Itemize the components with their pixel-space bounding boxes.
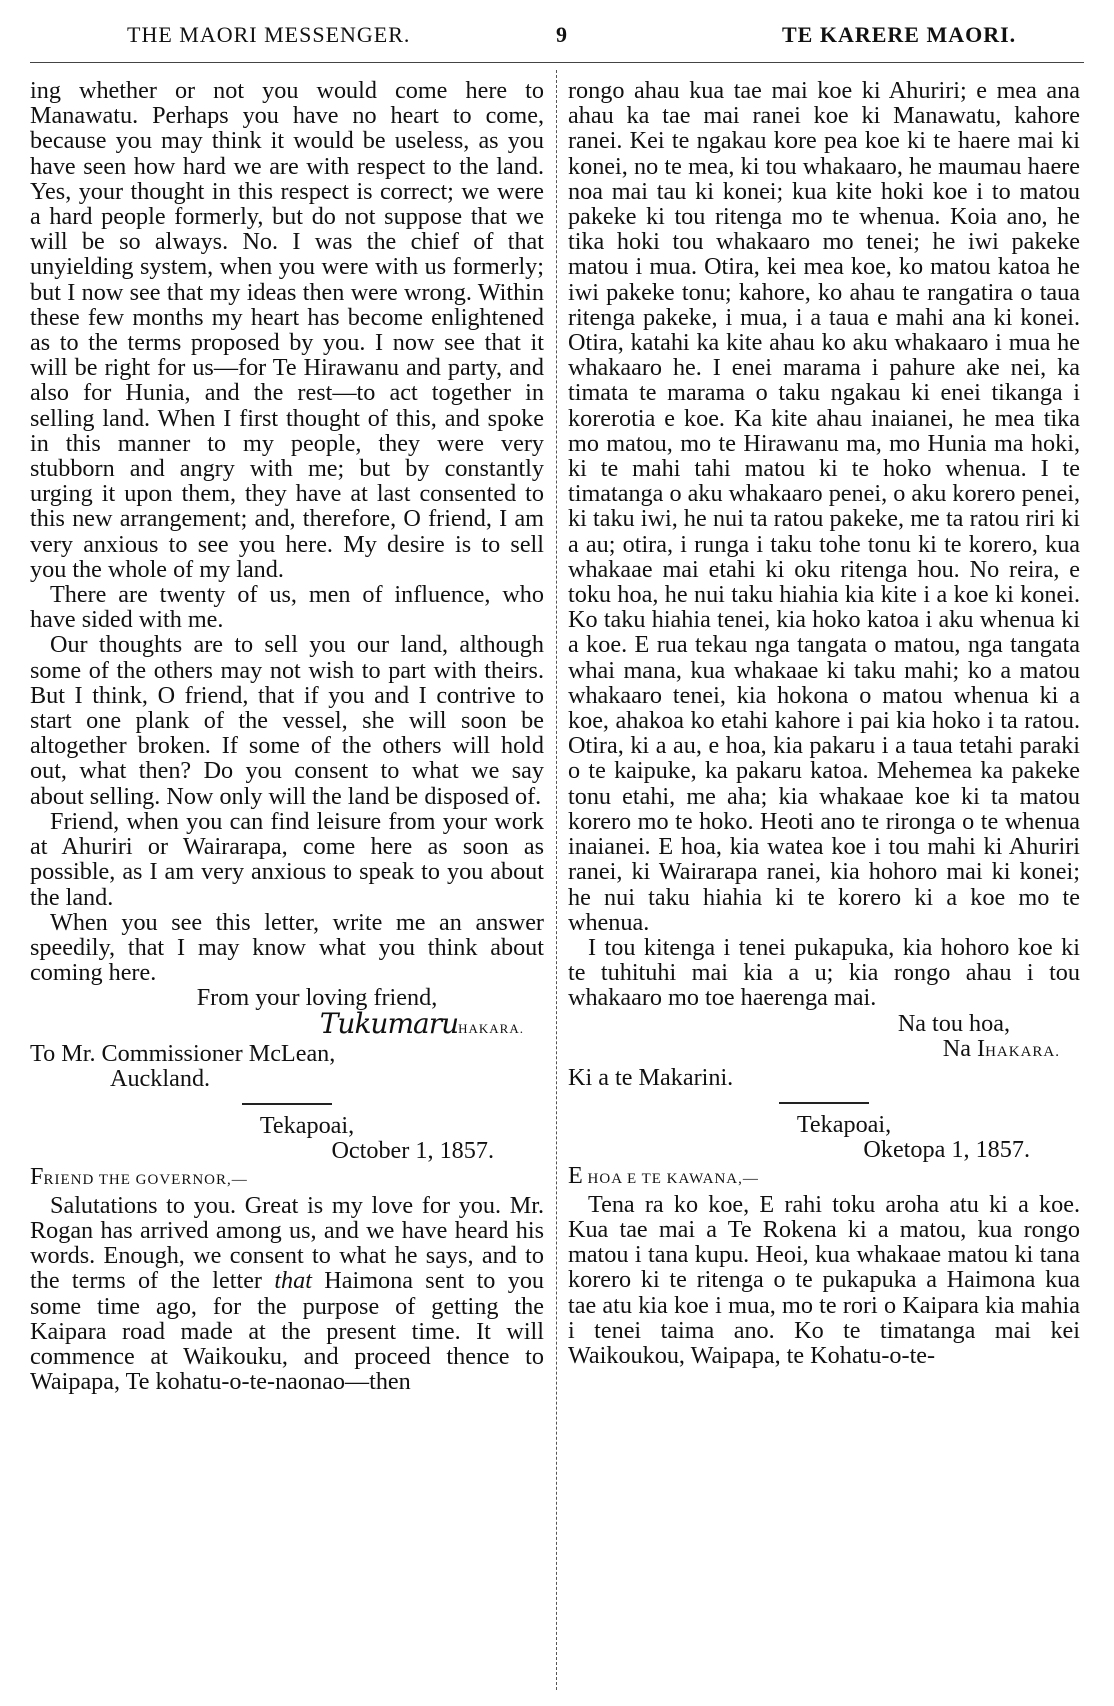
closing-line: Na tou hoa, — [897, 1009, 1010, 1037]
letter-place: Tekapoai, — [796, 1111, 892, 1139]
paragraph: Friend, when you can find leisure from your work at Ahuriri or Wairarapa, come here as soon as possible, as I am very anxious to speak to you about the land. — [30, 807, 544, 911]
column-divider — [556, 70, 557, 1690]
paragraph: Tena ra ko koe, E rahi toku aroha atu ki a koe. Kua tae mai a Te Rokena ki a matou, kua rongo matou i tana kupu. Heoi, kua whakaae matou ki tana korero ki te ritenga o te pukapuka a Haimona kua tae atu kia koe i mua, mo te rori o Kaipara kia mahia i tenei taima ano. Ko te timatanga mai kei Waikoukou, Waipapa, te Kohatu-o-te- — [568, 1190, 1080, 1369]
addressee-city: Auckland. — [110, 1064, 211, 1092]
addressee: Ki a te Makarini. — [568, 1063, 734, 1091]
salutation: FRIEND THE GOVERNOR,— — [30, 1162, 248, 1190]
english-title: THE MAORI MESSENGER. — [127, 22, 411, 47]
signature — [30, 1006, 544, 1041]
salutation: E HOA E TE KAWANA,— — [568, 1161, 759, 1189]
paragraph: rongo ahau kua tae mai koe ki Ahuriri; e mea ana ahau ka tae mai ranei koe ki Manawatu, kahore ranei. Kei te ngakau kore pea koe ki te haere mai ki konei, no te mea, ki tou whakaaro, he maumau haere noa mai tau ki konei; kua kite hoki koe i to matou pakeke ki tou ritenga mo te whenua. Koia ano, he tika hoki tou whakaaro mo tenei; he iwi pakeke matou i mua. Otira, kei mea koe, ko matou katoa he iwi pakeke tonu; kahore, ko ahau te rangatira o taua ritenga pakeke, i mua, i a taua e mahi ana ki konei. Otira, katahi ka kite ahau ko aku whakaaro i mua he whakaaro he. I enei marama i pahure ake nei, ka timata te marama o taku ngakau ki enei tikanga i korerotia e koe. Ka kite ahau inaianei, he mea tika mo matou, mo te Hirawanu ma, mo Hunia ma hoki, ki te mahi tahi matou ki te hoko whenua. I te timatanga o aku whakaaro penei, o aku korero penei, ki taku iwi, he nui ta ratou pakeke, me ta ratou riri ki a au; otira, i runga i taku tohe tonu ki te korero, kua whakaae mai etahi ki oku ritenga hou. No reira, e toku hoa, he nui taku hiahia kia kite i a koe ki konei. Ko taku hiahia tenei, kia hoko katoa i aku whenua ki a koe. E rua tekau nga tangata o matou, nga tangata whai mana, kua whakaae ki taku mahi; ko a matou whakaaro tenei, kia hokona o matou whenua ki a koe, ahakoa ko etahi kahore i pai kia hoko i ta ratou. Otira, ki a au, e hoa, kia pakaru i a taua tetahi paraki o te kaipuke, ka pakaru katoa. Mehemea ka pakeke tonu etahi, me aha; kia whakaae koe ki ta matou korero mo te hoko. Heoti ano te rironga o te whenua inaianei. E hoa, kia watea koe i tou mahi ki Ahuriri ranei, ki Wairarapa ranei, kia hohoro mai ki konei; he nui taku hiahia ki te korero ki a koe mo te whenua. — [568, 77, 1080, 936]
letter-date: October 1, 1857. — [331, 1137, 494, 1165]
maori-title: TE KARERE MAORI. — [782, 22, 1017, 47]
paragraph: When you see this letter, write me an answer speedily, that I may know what you think about coming here. — [30, 908, 544, 987]
section-separator — [242, 1103, 332, 1105]
closing-line: From your loving friend, — [196, 984, 438, 1012]
paragraph: There are twenty of us, men of influence, who have sided with me. — [30, 581, 544, 634]
signature-suffix: HAKARA. — [458, 1020, 524, 1036]
paragraph: ing whether or not you would come here to Manawatu. Perhaps you have no heart to come, because you may think it would be useless, as you have seen how hard we are with respect to the land. Yes, your thought in this respect is correct; we were a hard people formerly, but do not suppose that we will be so always. No. I was the chief of that unyielding system, when you were with us formerly; but I now see that my ideas then were wrong. Within these few months my heart has become enlightened as to the terms proposed by you. I now see that it will be right for us—for Te Hirawanu and party, and also for Hunia, and the rest—to act together in selling land. When I first thought of this, and spoke in this manner to my people, they were very stubborn and angry with me; but by constantly urging it upon them, they have at last consented to this new arrangement; and, therefore, O friend, I am very anxious to see you here. My desire is to sell you the whole of my land. — [30, 77, 544, 583]
paragraph: Our thoughts are to sell you our land, although some of the others may not wish to part with theirs. But I think, O friend, that if you and I contrive to start one plank of the vessel, she will soon be altogether broken. If some of the others will hold out, what then? Do you consent to what we say about selling. Now only will the land be disposed of. — [30, 631, 544, 810]
section-separator — [779, 1102, 869, 1104]
handwritten-signature: Tukumaru — [319, 1006, 459, 1040]
addressee: To Mr. Commissioner McLean, — [30, 1039, 336, 1067]
signature: Na IHAKARA. — [942, 1034, 1060, 1062]
paragraph: I tou kitenga i tenei pukapuka, kia hohoro koe ki te tuhituhi mai kia a u; kia rongo ahau i tou whakaaro mo toe haerenga mai. — [568, 933, 1080, 1012]
letter-date: Oketopa 1, 1857. — [863, 1136, 1030, 1164]
page-number: 9 — [556, 22, 567, 47]
english-column — [30, 78, 544, 1394]
header-rule — [30, 62, 1084, 63]
page-header — [110, 16, 1074, 48]
maori-column — [568, 78, 1080, 1368]
paragraph: Salutations to you. Great is my love for you. Mr. Rogan has arrived among us, and we have heard his words. Enough, we consent to what he says, and to the terms of the letter that Haimona sent to you some time ago, for the purpose of getting the Kaipara road made at the present time. It will commence at Waikouku, and proceed thence to Waipapa, Te kohatu-o-te-naonao—then — [30, 1191, 545, 1396]
letter-place: Tekapoai, — [259, 1112, 355, 1140]
